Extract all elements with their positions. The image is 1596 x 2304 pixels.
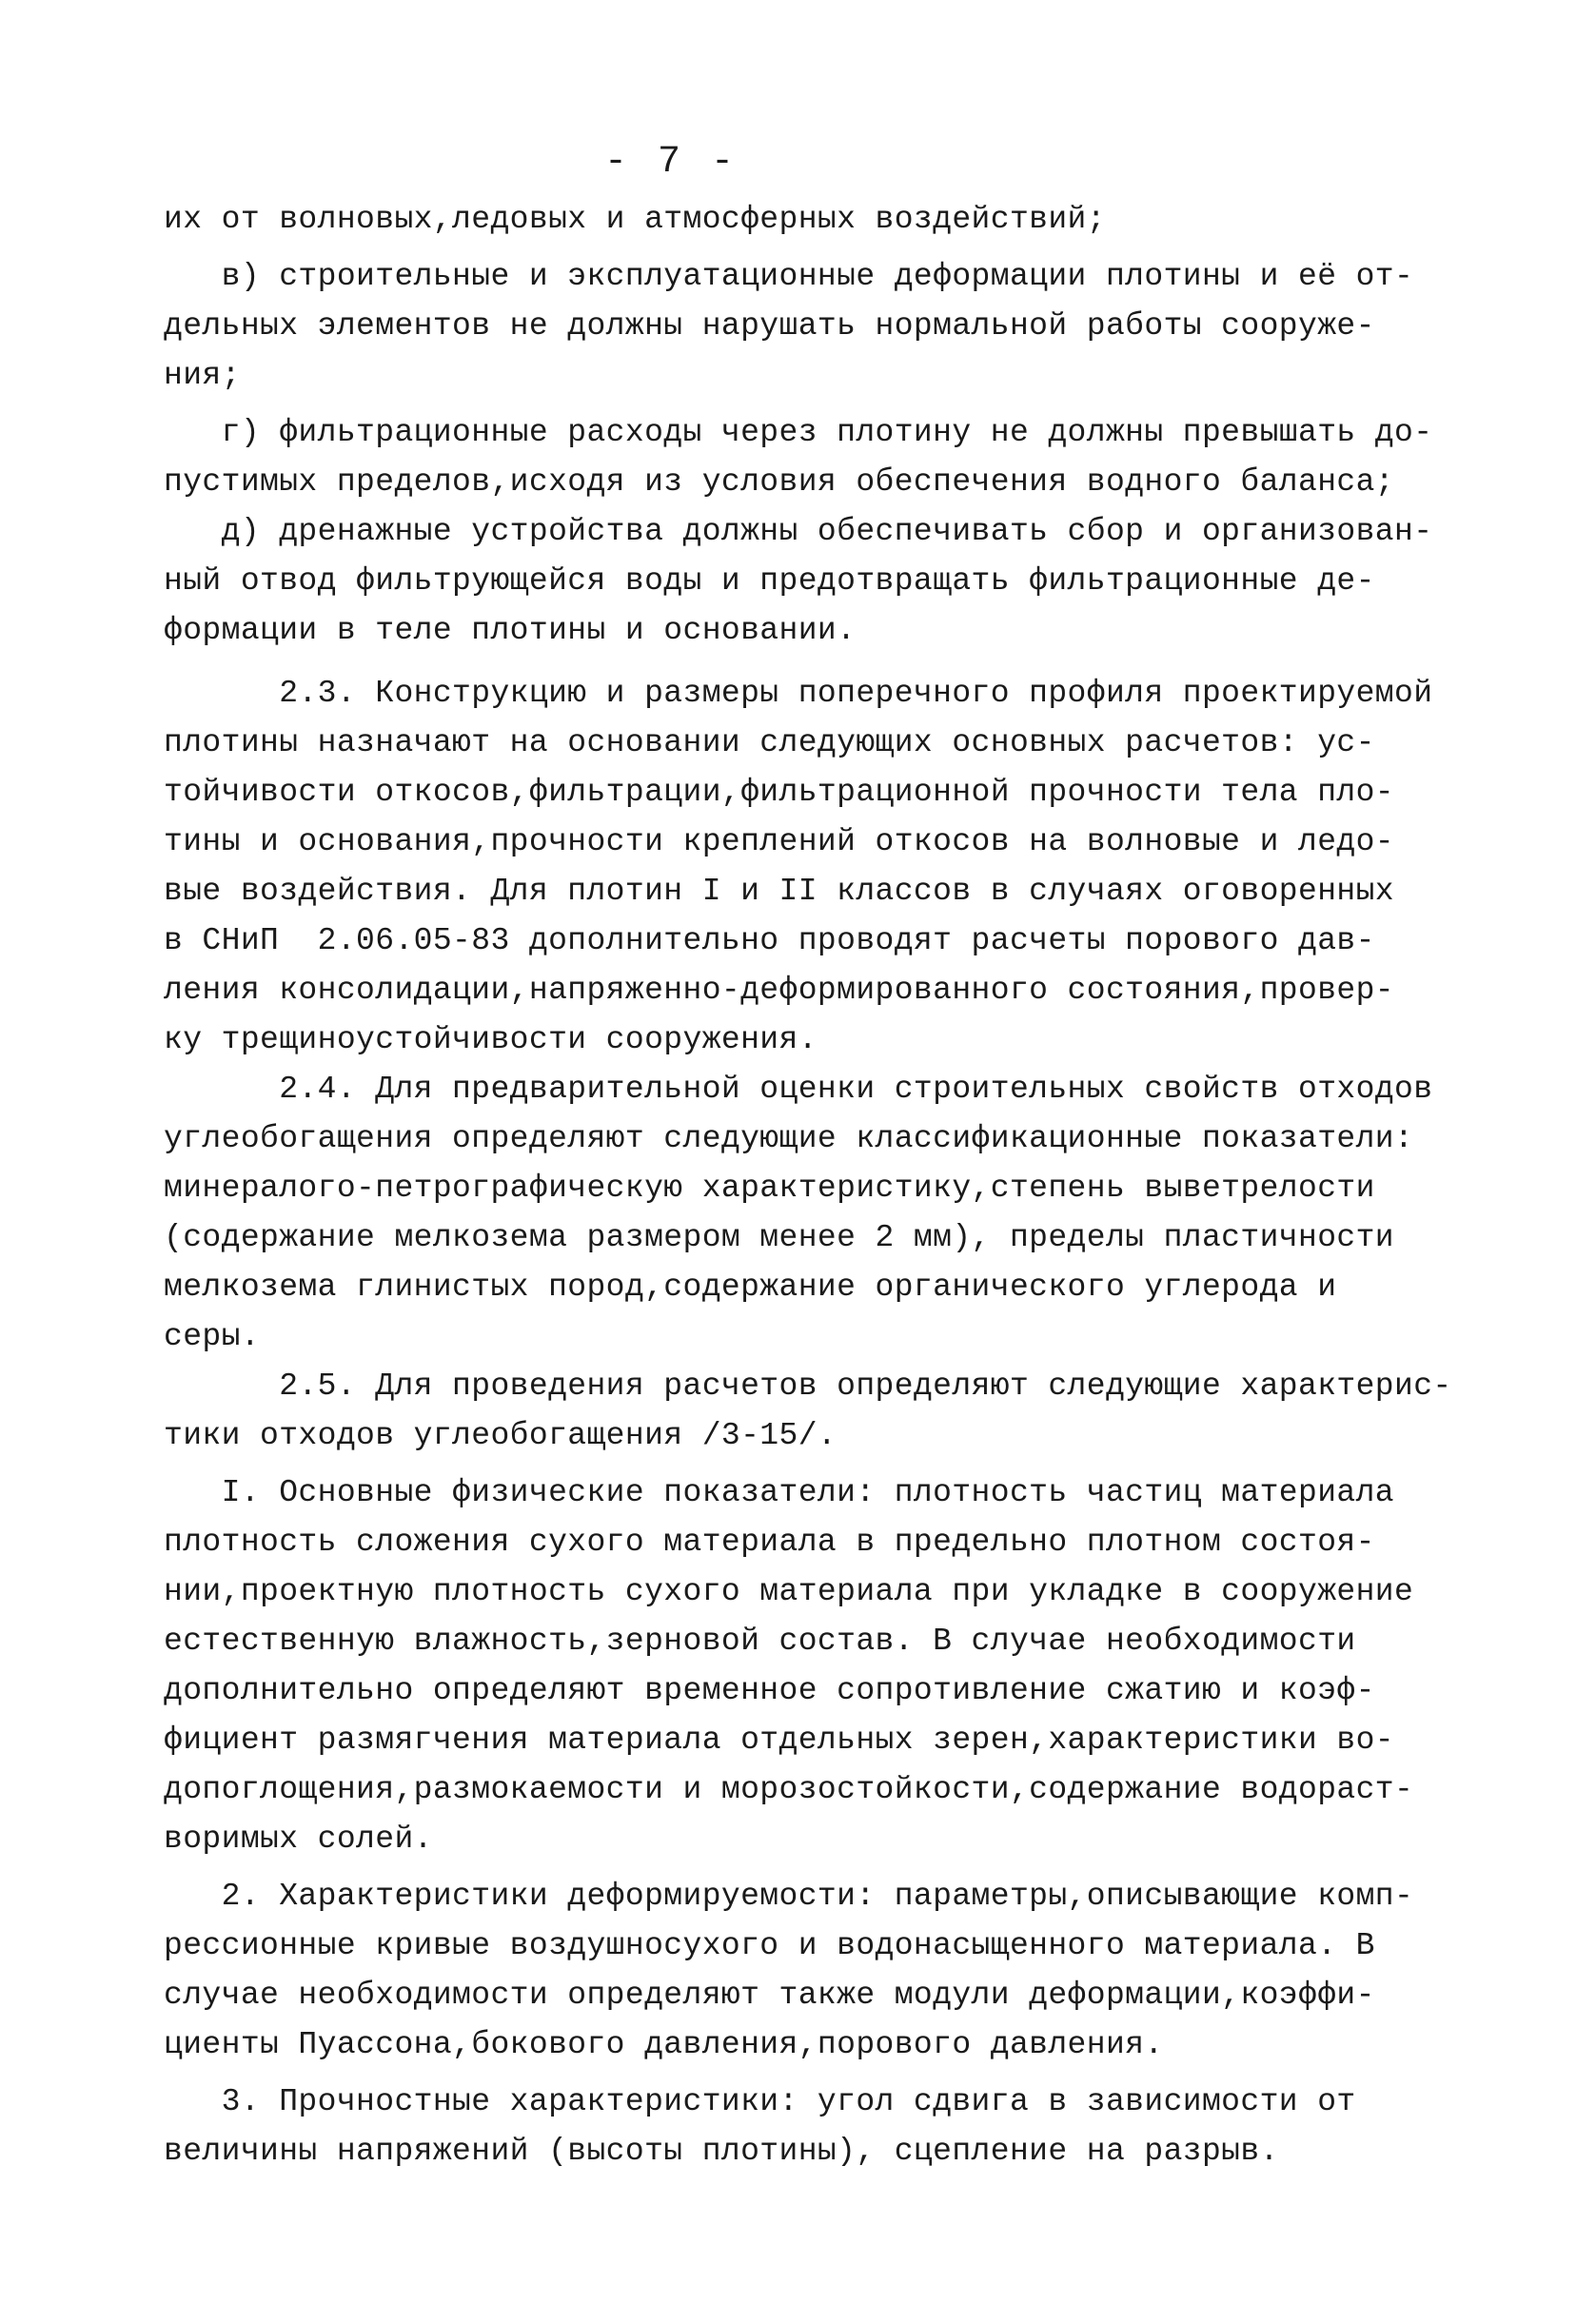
text-line: серы. bbox=[164, 1319, 261, 1354]
text-line: вые воздействия. Для плотин I и II классов в случаях оговоренных bbox=[164, 874, 1395, 909]
text-line: дельных элементов не должны нарушать нормальной работы сооруже- bbox=[164, 308, 1375, 344]
text-line: мелкозема глинистых пород,содержание органического углерода и bbox=[164, 1270, 1337, 1305]
text-line: в СНиП 2.06.05-83 дополнительно проводят расчеты порового дав- bbox=[164, 923, 1375, 958]
text-line: в) строительные и эксплуатационные деформации плотины и её от- bbox=[164, 259, 1414, 294]
text-line: 3. Прочностные характеристики: угол сдвига в зависимости от bbox=[164, 2084, 1356, 2119]
text-line: тины и основания,прочности креплений откосов на волновые и ледо- bbox=[164, 824, 1395, 859]
text-line: фициент размягчения материала отдельных зерен,характеристики во- bbox=[164, 1723, 1395, 1758]
text-line: д) дренажные устройства должны обеспечивать сбор и организован- bbox=[164, 514, 1433, 549]
text-line: ку трещиноустойчивости сооружения. bbox=[164, 1022, 818, 1057]
text-line: воримых солей. bbox=[164, 1822, 433, 1857]
text-line: тики отходов углеобогащения /3-15/. bbox=[164, 1418, 837, 1453]
text-line: формации в теле плотины и основании. bbox=[164, 613, 857, 648]
text-line: плотины назначают на основании следующих основных расчетов: ус- bbox=[164, 725, 1375, 760]
text-line: углеобогащения определяют следующие классификационные показатели: bbox=[164, 1121, 1414, 1156]
text-line: 2.4. Для предварительной оценки строительных свойств отходов bbox=[164, 1072, 1433, 1107]
text-line: тойчивости откосов,фильтрации,фильтрационной прочности тела пло- bbox=[164, 775, 1395, 810]
text-line: 2.5. Для проведения расчетов определяют следующие характерис- bbox=[164, 1369, 1452, 1404]
text-line: рессионные кривые воздушносухого и водонасыщенного материала. В bbox=[164, 1928, 1375, 1963]
text-line: ния; bbox=[164, 358, 241, 393]
text-line: пустимых пределов,исходя из условия обеспечения водного баланса; bbox=[164, 464, 1395, 500]
text-line: ный отвод фильтрующейся воды и предотвращать фильтрационные де- bbox=[164, 563, 1375, 599]
text-line: нии,проектную плотность сухого материала при укладке в сооружение bbox=[164, 1574, 1414, 1609]
body-text bbox=[164, 195, 1458, 2176]
text-line: (содержание мелкозема размером менее 2 мм), пределы пластичности bbox=[164, 1220, 1395, 1255]
text-line: I. Основные физические показатели: плотность частиц материала bbox=[164, 1475, 1395, 1510]
text-line: 2.3. Конструкцию и размеры поперечного профиля проектируемой bbox=[164, 676, 1433, 711]
page-number: - 7 - bbox=[603, 141, 739, 184]
text-line: г) фильтрационные расходы через плотину не должны превышать до- bbox=[164, 415, 1433, 450]
text-line: допоглощения,размокаемости и морозостойкости,содержание водораст- bbox=[164, 1772, 1414, 1807]
text-line: циенты Пуассона,бокового давления,порового давления. bbox=[164, 2027, 1164, 2062]
text-line: плотность сложения сухого материала в предельно плотном состоя- bbox=[164, 1525, 1375, 1560]
text-line: минералого-петрографическую характеристику,степень выветрелости bbox=[164, 1171, 1375, 1206]
text-line: их от волновых,ледовых и атмосферных воздействий; bbox=[164, 202, 1106, 237]
text-line: дополнительно определяют временное сопротивление сжатию и коэф- bbox=[164, 1673, 1375, 1708]
text-line: естественную влажность,зерновой состав. В случае необходимости bbox=[164, 1624, 1356, 1659]
text-line: ления консолидации,напряженно-деформированного состояния,провер- bbox=[164, 973, 1395, 1008]
text-line: 2. Характеристики деформируемости: параметры,описывающие комп- bbox=[164, 1879, 1414, 1914]
text-line: величины напряжений (высоты плотины), сцепление на разрыв. bbox=[164, 2134, 1279, 2169]
text-line: случае необходимости определяют также модули деформации,коэффи- bbox=[164, 1978, 1375, 2013]
